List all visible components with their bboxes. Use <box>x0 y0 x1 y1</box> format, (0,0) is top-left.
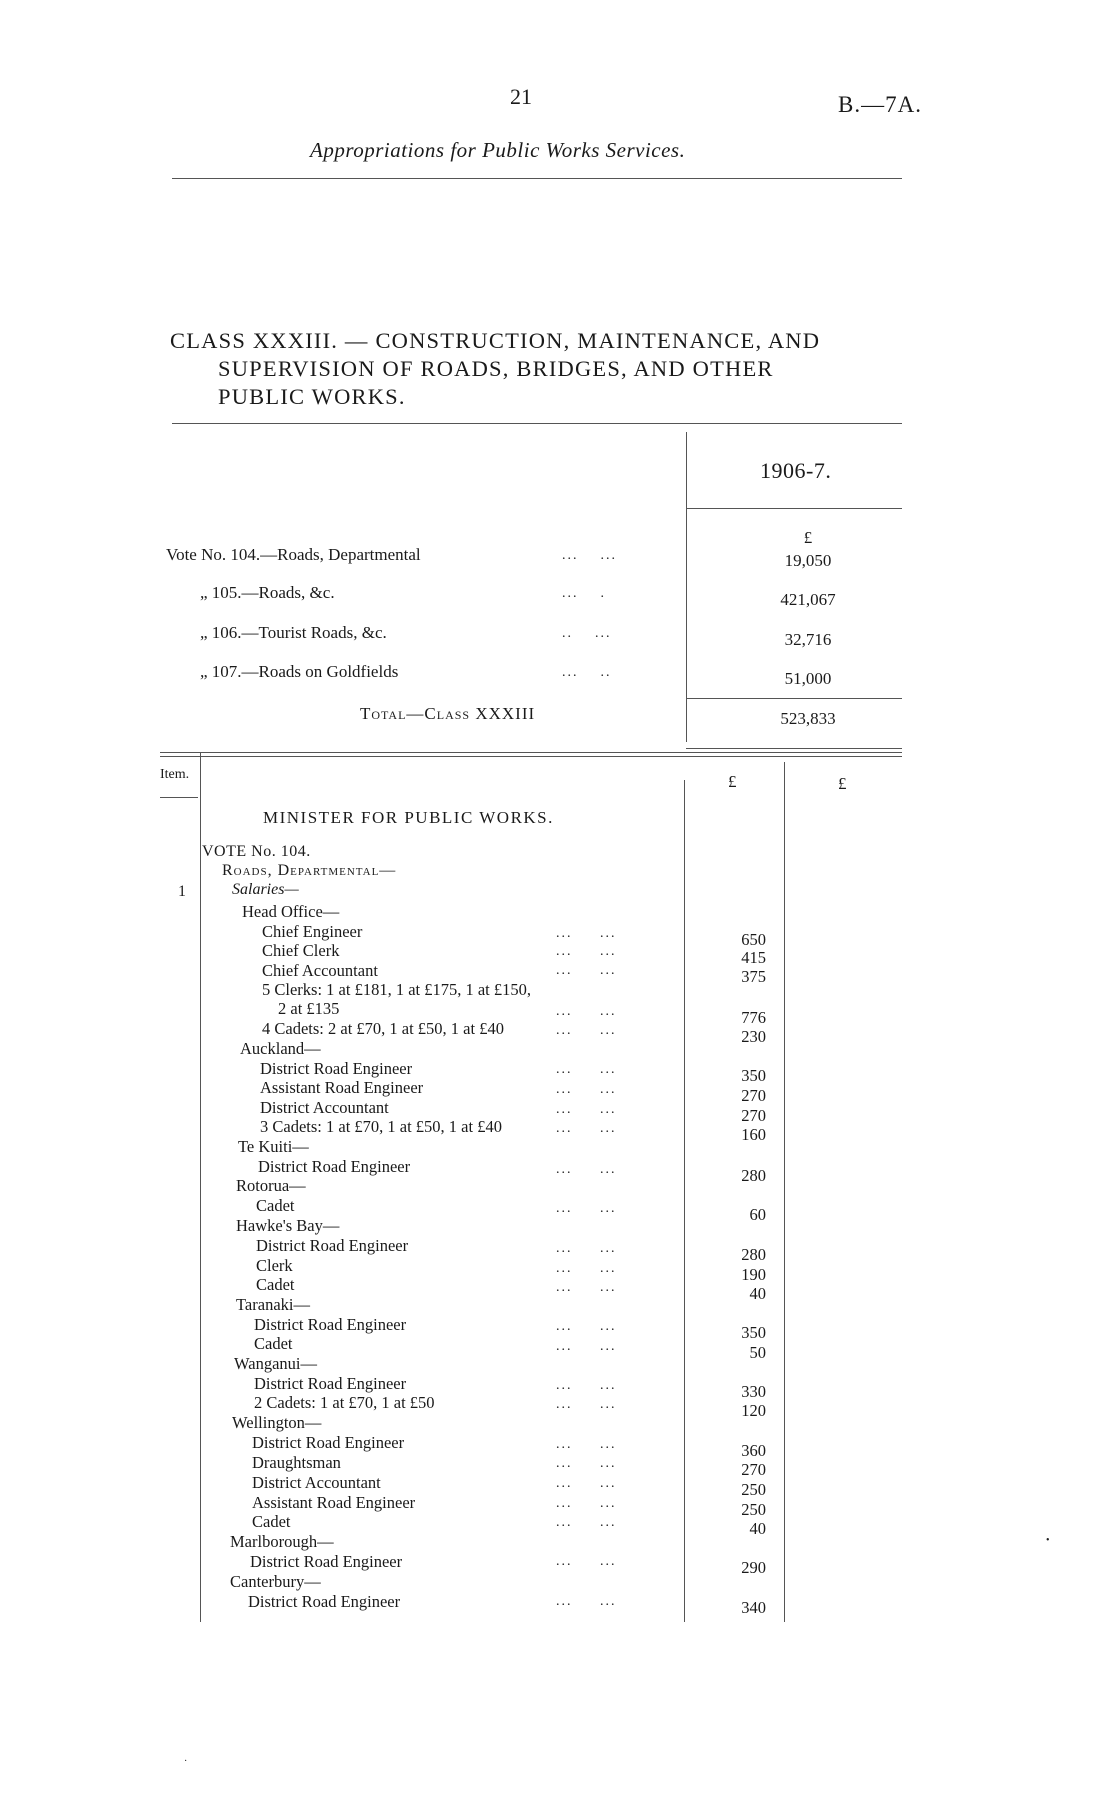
salary-line-amount: 776 <box>741 1008 766 1027</box>
salary-line-label: Chief Engineer <box>262 922 363 941</box>
leader-dots: ... ... <box>556 1261 617 1276</box>
salary-line-amount: 40 <box>749 1284 766 1303</box>
salary-line-label: District Road Engineer <box>258 1157 411 1176</box>
leader-dots: ... ... <box>556 1594 617 1609</box>
leader-dots: .. ... <box>562 626 612 641</box>
minister-heading: MINISTER FOR PUBLIC WORKS. <box>263 808 554 827</box>
leader-dots: ... ... <box>556 1241 617 1256</box>
detail-item-column-rule <box>200 752 201 1622</box>
leader-dots: ... ... <box>556 1437 617 1452</box>
class-heading-rule <box>172 423 902 424</box>
leader-dots: ... .. <box>562 665 612 680</box>
summary-row-label: „ 107.—Roads on Goldfields <box>200 662 399 681</box>
salary-line-label: Canterbury— <box>230 1572 321 1591</box>
leader-dots: ... ... <box>556 1102 617 1117</box>
leader-dots: ... ... <box>556 1280 617 1295</box>
summary-row-amount: 19,050 <box>784 551 832 570</box>
salary-line-amount: 375 <box>741 967 766 986</box>
salary-line-label: 3 Cadets: 1 at £70, 1 at £50, 1 at £40 <box>260 1117 502 1136</box>
margin-mark: • <box>1046 1535 1050 1546</box>
class-heading-line1: CLASS XXXIII. — CONSTRUCTION, MAINTENANCE, AND <box>170 328 821 353</box>
salary-line-amount: 280 <box>741 1245 766 1264</box>
summary-year-rule <box>686 508 902 509</box>
salary-line-amount: 60 <box>749 1205 766 1224</box>
roads-heading: Roads, Departmental— <box>222 862 397 879</box>
salary-line-label: Te Kuiti— <box>238 1137 309 1156</box>
salary-line-label: 2 Cadets: 1 at £70, 1 at £50 <box>254 1393 435 1412</box>
detail-currency-col2: £ <box>838 774 847 793</box>
leader-dots: ... ... <box>556 944 617 959</box>
salary-line-amount: 230 <box>741 1027 766 1046</box>
leader-dots: ... ... <box>562 548 617 563</box>
leader-dots: ... ... <box>556 1062 617 1077</box>
summary-row-amount: 51,000 <box>784 669 832 688</box>
salary-line-label: Chief Accountant <box>262 961 378 980</box>
summary-column-rule <box>686 432 687 742</box>
salary-line-amount: 250 <box>741 1500 766 1519</box>
salary-line-amount: 330 <box>741 1382 766 1401</box>
salary-line-label: District Road Engineer <box>252 1433 405 1452</box>
salary-line-label: 5 Clerks: 1 at £181, 1 at £175, 1 at £150, <box>262 980 532 999</box>
summary-total-rule <box>686 698 902 699</box>
page-subtitle: Appropriations for Public Works Services. <box>310 138 686 162</box>
leader-dots: ... ... <box>556 926 617 941</box>
salary-line-label: Wanganui— <box>234 1354 317 1373</box>
document-reference: B.—7A. <box>838 92 922 117</box>
salary-line-label: Cadet <box>252 1512 291 1531</box>
detail-amount-column-rule <box>684 780 685 1622</box>
summary-row-label: „ 106.—Tourist Roads, &c. <box>200 623 387 642</box>
salary-line-amount: 270 <box>741 1106 766 1125</box>
salary-line-amount: 190 <box>741 1265 766 1284</box>
salary-line-label: Auckland— <box>240 1039 321 1058</box>
salary-line-label: District Accountant <box>260 1098 389 1117</box>
summary-row-label: „ 105.—Roads, &c. <box>200 583 335 602</box>
salary-line-label: Clerk <box>256 1256 293 1275</box>
summary-row-label: Vote No. 104.—Roads, Departmental <box>166 545 421 564</box>
leader-dots: ... ... <box>556 1496 617 1511</box>
salary-line-label: Wellington— <box>232 1413 322 1432</box>
summary-total-label: Total—Class XXXIII <box>360 704 536 723</box>
summary-row-amount: 421,067 <box>780 590 836 609</box>
salary-line-amount: 160 <box>741 1125 766 1144</box>
leader-dots: ... ... <box>556 1476 617 1491</box>
salary-line-label: Cadet <box>256 1275 295 1294</box>
salary-line-amount: 290 <box>741 1558 766 1577</box>
leader-dots: ... ... <box>556 1515 617 1530</box>
leader-dots: ... ... <box>556 1554 617 1569</box>
salary-line-amount: 120 <box>741 1401 766 1420</box>
salary-line-label: District Road Engineer <box>254 1315 407 1334</box>
leader-dots: ... ... <box>556 1121 617 1136</box>
salary-line-amount: 50 <box>749 1343 766 1362</box>
salary-line-amount: 270 <box>741 1460 766 1479</box>
leader-dots: ... ... <box>556 1082 617 1097</box>
item-number: 1 <box>178 883 186 900</box>
salary-line-label: Assistant Road Engineer <box>252 1493 416 1512</box>
salary-line-label: Taranaki— <box>236 1295 310 1314</box>
salaries-heading: Salaries— <box>232 881 299 898</box>
summary-currency: £ <box>803 528 813 547</box>
salary-line-label: Head Office— <box>242 902 340 921</box>
detail-currency-col1: £ <box>728 772 737 791</box>
leader-dots: ... ... <box>556 1339 617 1354</box>
salary-line-label: Rotorua— <box>236 1176 306 1195</box>
header-rule <box>172 178 902 179</box>
salary-line-label: 2 at £135 <box>278 999 340 1018</box>
leader-dots: ... . <box>562 586 606 601</box>
salary-line-amount: 270 <box>741 1086 766 1105</box>
salary-line-amount: 360 <box>741 1441 766 1460</box>
leader-dots: ... ... <box>556 1319 617 1334</box>
salary-line-label: Cadet <box>256 1196 295 1215</box>
salary-line-label: District Accountant <box>252 1473 381 1492</box>
salary-line-amount: 280 <box>741 1166 766 1185</box>
salary-line-label: 4 Cadets: 2 at £70, 1 at £50, 1 at £40 <box>262 1019 504 1038</box>
leader-dots: ... ... <box>556 1397 617 1412</box>
class-heading-line3: PUBLIC WORKS. <box>218 384 406 409</box>
salary-line-label: Marlborough— <box>230 1532 334 1551</box>
leader-dots: ... ... <box>556 1378 617 1393</box>
detail-top-rule-double <box>160 756 902 757</box>
salary-line-label: District Road Engineer <box>248 1592 401 1611</box>
salary-line-label: District Road Engineer <box>256 1236 409 1255</box>
summary-row-amount: 32,716 <box>784 630 832 649</box>
page-number: 21 <box>510 84 532 109</box>
salary-line-label: Draughtsman <box>252 1453 341 1472</box>
salary-line-label: Assistant Road Engineer <box>260 1078 424 1097</box>
salary-line-label: District Road Engineer <box>254 1374 407 1393</box>
summary-bottom-rule <box>686 748 902 749</box>
class-heading-line2: SUPERVISION OF ROADS, BRIDGES, AND OTHER <box>218 356 774 381</box>
salary-line-amount: 350 <box>741 1323 766 1342</box>
detail-top-rule <box>160 752 902 753</box>
margin-mark: · <box>184 1756 188 1767</box>
item-header-rule <box>160 797 198 798</box>
detail-total-column-rule <box>784 762 785 1622</box>
salary-line-label: Chief Clerk <box>262 941 340 960</box>
salary-line-amount: 350 <box>741 1066 766 1085</box>
leader-dots: ... ... <box>556 963 617 978</box>
vote-heading: VOTE No. 104. <box>202 843 311 860</box>
leader-dots: ... ... <box>556 1456 617 1471</box>
salary-line-amount: 650 <box>741 930 766 949</box>
leader-dots: ... ... <box>556 1004 617 1019</box>
summary-year: 1906-7. <box>760 458 832 483</box>
item-header: Item. <box>160 767 190 782</box>
leader-dots: ... ... <box>556 1023 617 1038</box>
leader-dots: ... ... <box>556 1201 617 1216</box>
salary-line-label: Hawke's Bay— <box>236 1216 340 1235</box>
salary-line-label: District Road Engineer <box>260 1059 413 1078</box>
summary-total-amount: 523,833 <box>780 709 836 728</box>
salary-line-amount: 40 <box>749 1519 766 1538</box>
salary-line-label: District Road Engineer <box>250 1552 403 1571</box>
leader-dots: ... ... <box>556 1162 617 1177</box>
salary-line-amount: 415 <box>741 948 766 967</box>
salary-line-amount: 340 <box>741 1598 766 1617</box>
salary-line-label: Cadet <box>254 1334 293 1353</box>
salary-line-amount: 250 <box>741 1480 766 1499</box>
